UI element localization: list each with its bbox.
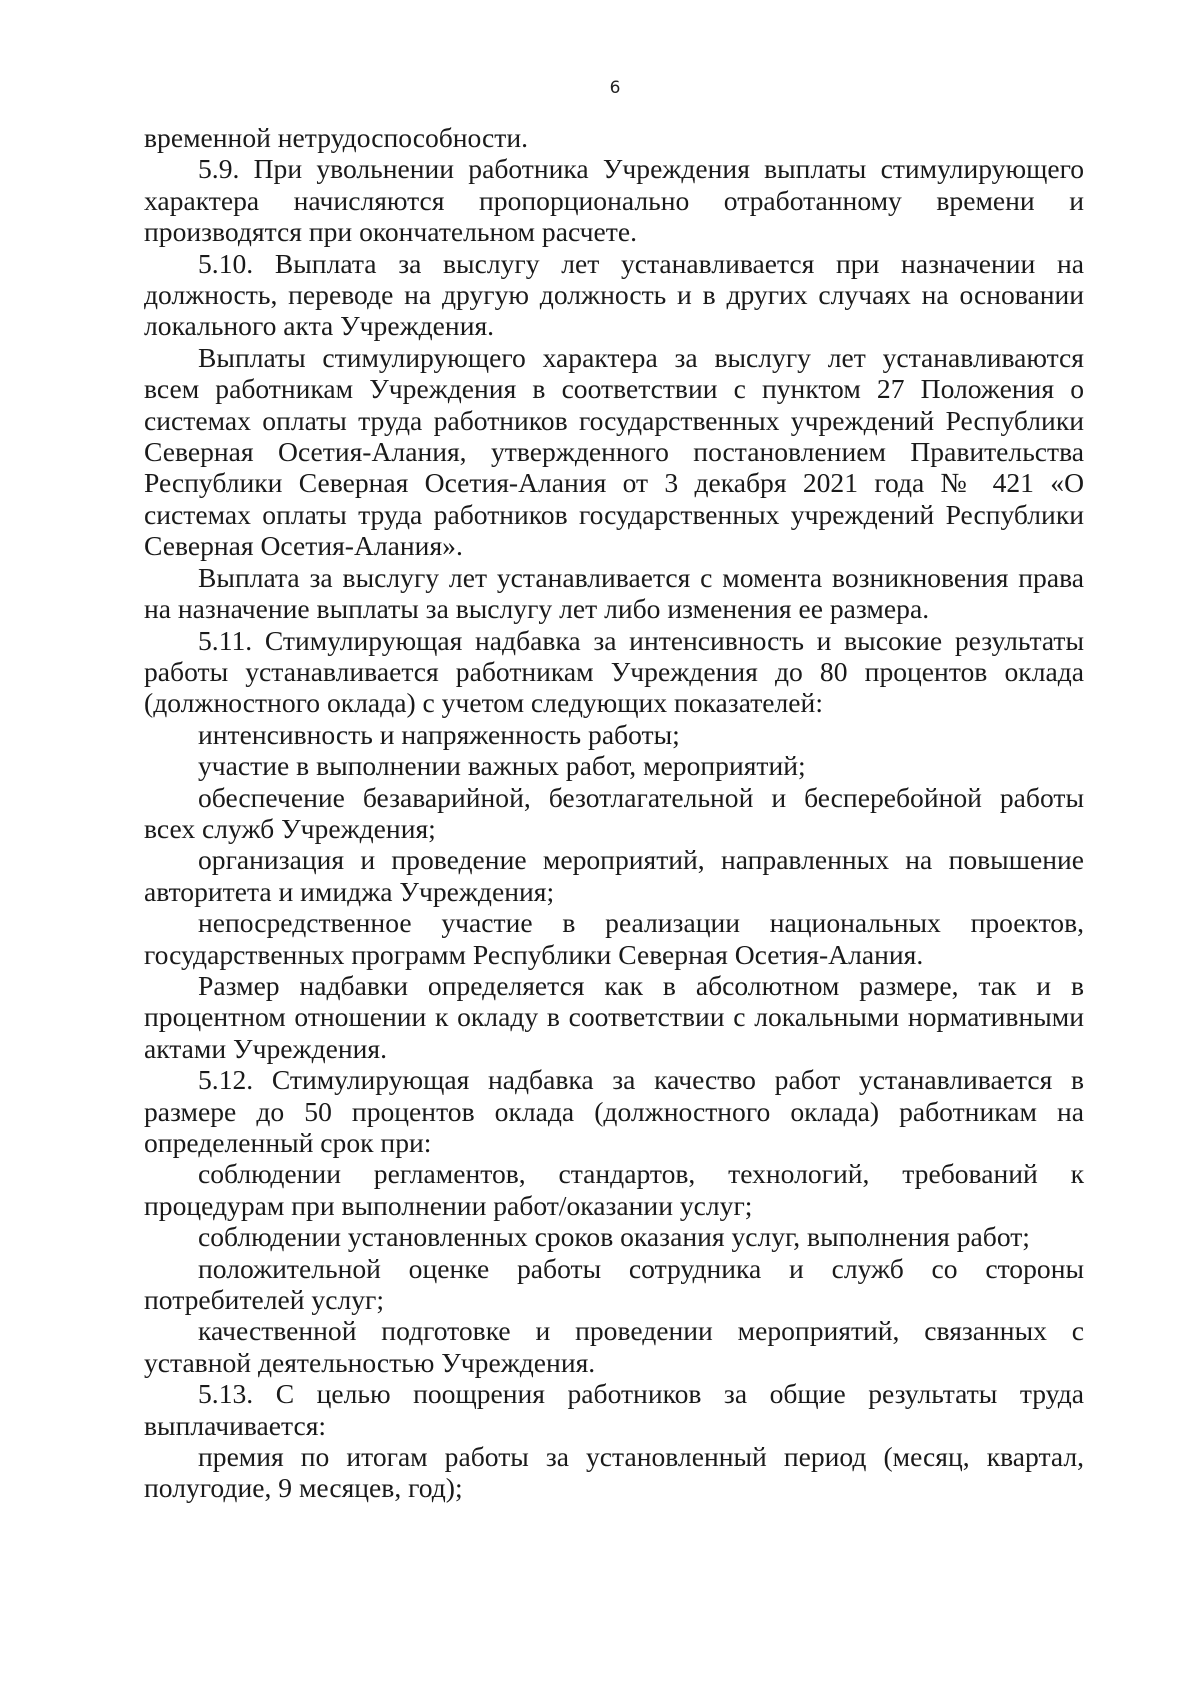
paragraph: 5.12. Стимулирующая надбавка за качество работ устанавливается в размере до 50 процентов оклада (должностного оклада) работникам на определенный срок при: <box>144 1064 1084 1158</box>
list-item: соблюдении установленных сроков оказания услуг, выполнения работ; <box>198 1221 1030 1253</box>
paragraph: Размер надбавки определяется как в абсолютном размере, так и в процентном отношении к окладу в соответствии с локальными нормативными актами Учреждения. <box>144 969 1084 1064</box>
paragraph: Выплаты стимулирующего характера за выслугу лет устанавливаются всем работникам Учреждения в соответствии с пунктом 27 Положения о системах оплаты труда работников государственных учреждений Республики Северная Осетия-Алания, утвержденного постановлением Правительства Республики Северная Осетия-Алания от 3 декабря 2021 года № 421 «О системах оплаты труда работников государственных учреждений Республики Северная Осетия-Алания». <box>144 341 1084 562</box>
paragraph: 5.10. Выплата за выслугу лет устанавливается при назначении на должность, переводе на другую должность и в других случаях на основании локального акта Учреждения. <box>144 247 1084 342</box>
paragraph: 5.11. Стимулирующая надбавка за интенсивность и высокие результаты работы устанавливается работникам Учреждения до 80 процентов оклада (должностного оклада) с учетом следующих показателей: <box>144 624 1084 719</box>
list-item: качественной подготовке и проведении мероприятий, связанных с уставной деятельностью Учреждения. <box>144 1315 1084 1378</box>
document-body <box>144 122 1084 1504</box>
list-item: положительной оценке работы сотрудника и служб со стороны потребителей услуг; <box>144 1252 1084 1316</box>
page-number: 6 <box>609 78 621 98</box>
paragraph: Выплата за выслугу лет устанавливается с момента возникновения права на назначение выплаты за выслугу лет либо изменения ее размера. <box>144 561 1084 625</box>
list-item: непосредственное участие в реализации национальных проектов, государственных программ Республики Северная Осетия-Алания. <box>144 907 1084 970</box>
list-item: организация и проведение мероприятий, направленных на повышение авторитета и имиджа Учреждения; <box>144 844 1084 907</box>
list-item: премия по итогам работы за установленный период (месяц, квартал, полугодие, 9 месяцев, год); <box>144 1441 1084 1504</box>
paragraph: 5.13. С целью поощрения работников за общие результаты труда выплачивается: <box>144 1378 1084 1441</box>
list-item: участие в выполнении важных работ, мероприятий; <box>198 750 806 782</box>
list-item: соблюдении регламентов, стандартов, технологий, требований к процедурам при выполнении работ/оказании услуг; <box>144 1158 1084 1221</box>
list-item: обеспечение безаварийной, безотлагательной и бесперебойной работы всех служб Учреждения; <box>144 781 1084 844</box>
paragraph: 5.9. При увольнении работника Учреждения выплаты стимулирующего характера начисляются пропорционально отработанному времени и производятся при окончательном расчете. <box>144 153 1084 248</box>
list-item: интенсивность и напряженность работы; <box>198 718 680 750</box>
paragraph: временной нетрудоспособности. <box>144 122 529 153</box>
